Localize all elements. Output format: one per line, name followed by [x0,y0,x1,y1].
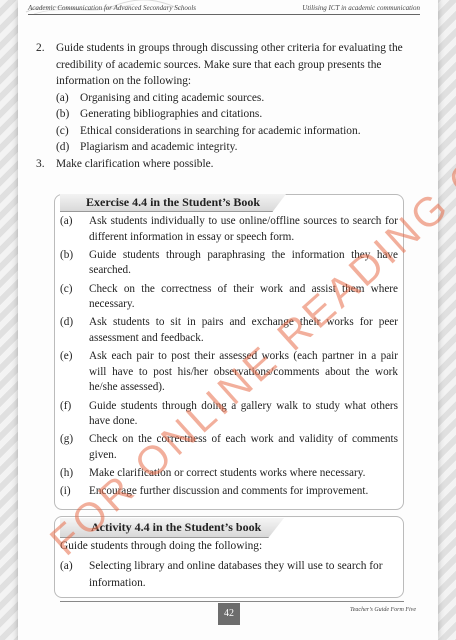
item-label: (e) [60,350,73,363]
sub-text: Ethical considerations in searching for academic information. [80,124,361,137]
sub-item [56,139,406,156]
list-number: 3. [36,157,45,170]
sub-item [56,106,406,123]
item-text: Check on the correctness of each work and validity of comments given. [89,433,398,461]
exercise-item [60,466,398,482]
list-item [36,156,406,173]
running-header-right: Utilising ICT in academic communication [302,4,420,12]
exercise-item [60,484,398,500]
list-number: 2. [36,42,45,54]
sub-text: Organising and citing academic sources. [80,91,265,104]
sub-text: Generating bibliographies and citations. [80,108,263,120]
list-text: Guide students in groups through discussing other criteria for evaluating the credibility of academic sources. Make sure that each group presents the information on the following: [56,42,403,87]
item-label: (a) [60,215,73,227]
header-rule [28,14,420,15]
running-header-left: Academic Communication for Advanced Secondary Schools [28,4,197,12]
page-number: 42 [218,603,240,625]
sub-item [56,123,406,140]
exercise-item [60,282,398,313]
watermark-text: FOR ONLINE READING [41,181,456,565]
activity-title: Activity 4.4 in the Student’s book [91,520,262,534]
exercise-item [60,399,398,430]
exercise-list [60,214,398,502]
list-item [36,40,406,156]
exercise-item [60,432,398,463]
exercise-title: Exercise 4.4 in the Student’s Book [86,195,261,209]
exercise-item [60,248,398,279]
sub-label: (a) [56,91,69,104]
instruction-list [36,40,406,172]
item-text: Guide students through paraphrasing the information they have searched. [89,248,398,277]
item-label: (g) [60,433,74,446]
exercise-item [60,214,398,245]
exercise-item [60,315,398,346]
item-label: (b) [60,248,74,261]
sub-label: (c) [56,124,69,137]
item-text: Make clarification or correct students works where necessary. [89,467,366,480]
sub-label: (b) [56,108,70,120]
item-label: (c) [60,282,73,295]
item-label: (i) [60,485,71,498]
item-text: Encourage further discussion and comments for improvement. [89,485,369,498]
activity-item [60,558,396,591]
item-label: (a) [60,560,73,572]
item-text: Ask each pair to post their assessed works (each partner in a pair will have to post his/her observations/comments about the work he/she assessed). [89,350,398,394]
item-label: (d) [60,316,74,329]
footer-book-title: Teacher’s Guide Form Five [349,607,416,613]
exercise-item [60,349,398,396]
sub-item [56,90,406,107]
item-label: (f) [60,399,72,412]
item-text: Selecting library and online databases they will use to search for information. [89,560,383,589]
item-label: (h) [60,467,74,480]
sub-label: (d) [56,141,70,153]
item-text: Guide students through doing a gallery walk to study what others have done. [89,399,398,428]
sub-text: Plagiarism and academic integrity. [80,141,238,153]
list-text: Make clarification where possible. [56,157,214,170]
item-text: Ask students to sit in pairs and exchange their works for peer assessment and feedback. [89,316,398,344]
activity-intro: Guide students through doing the following: [60,540,263,552]
item-text: Ask students individually to use online/offline sources to search for different information in essay or speech form. [89,215,398,243]
footer-rule [60,601,404,602]
item-text: Check on the correctness of their work and assist them where necessary. [89,282,398,311]
